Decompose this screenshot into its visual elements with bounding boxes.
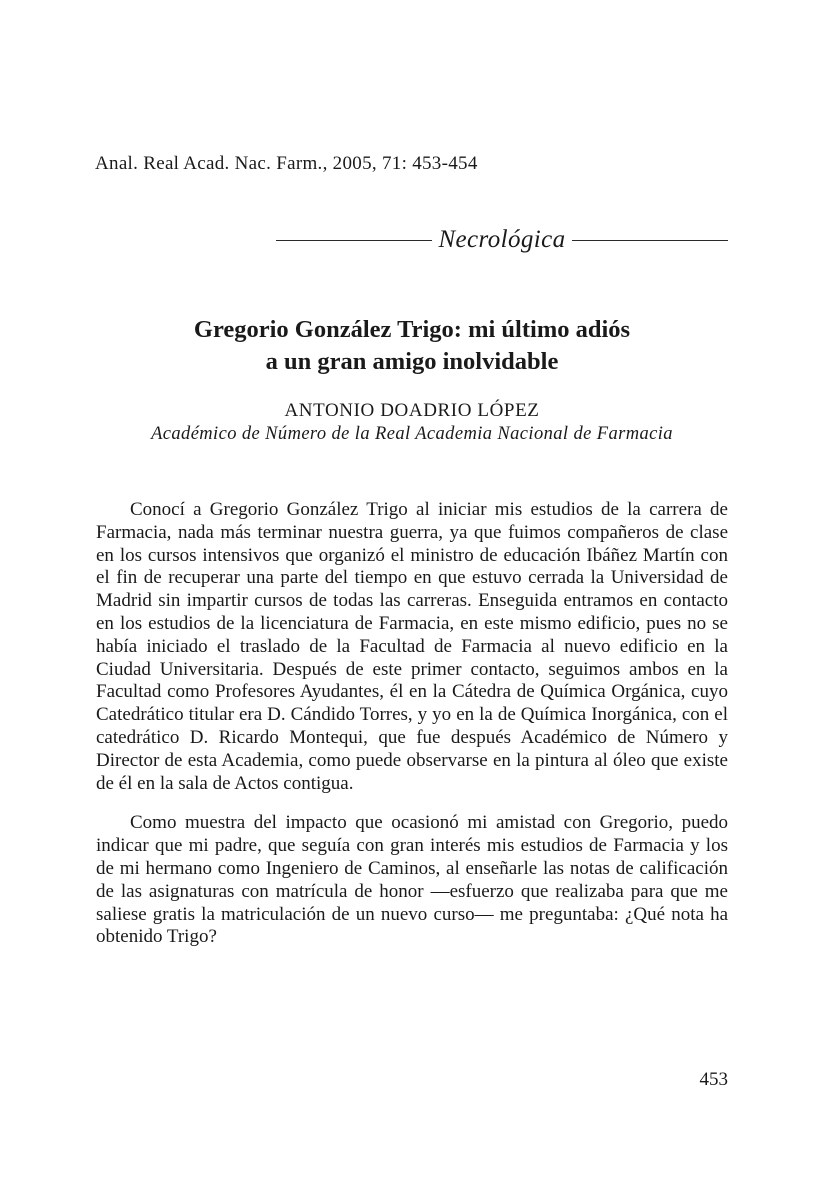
left-rule-line — [276, 240, 432, 241]
section-heading — [276, 222, 728, 258]
article-body — [96, 499, 728, 966]
author-name: ANTONIO DOADRIO LÓPEZ — [284, 400, 540, 421]
section-label: Necrológica — [438, 226, 566, 253]
title-line-2: a un gran amigo inolvidable — [265, 348, 559, 375]
body-paragraph-2: Como muestra del impacto que ocasionó mi amistad con Gregorio, puedo indicar que mi padre, que seguía con gran interés mis estudios de Farmacia y los de mi hermano como Ingeniero de Caminos, al enseñarle las notas de calificación de las asignaturas con matrícula de honor —esfuerzo que realizaba para que me saliese gratis la matriculación de un nuevo curso— me preguntaba: ¿Qué nota ha obtenido Trigo? — [96, 812, 728, 948]
author-affiliation: Académico de Número de la Real Academia Nacional de Farmacia — [151, 424, 673, 444]
right-rule-line — [572, 240, 728, 241]
article-title — [90, 314, 734, 378]
title-line-1: Gregorio González Trigo: mi último adiós — [193, 316, 631, 343]
journal-reference: Anal. Real Acad. Nac. Farm., 2005, 71: 453-454 — [95, 153, 478, 174]
page-number: 453 — [699, 1069, 728, 1090]
body-paragraph-1: Conocí a Gregorio González Trigo al iniciar mis estudios de la carrera de Farmacia, nada más terminar nuestra guerra, ya que fuimos compañeros de clase en los cursos intensivos que organizó el ministro de educación Ibáñez Martín con el fin de recuperar una parte del tiempo en que estuvo cerrada la Universidad de Madrid sin impartir cursos de todas las carreras. Enseguida entramos en contacto en los estudios de la licenciatura de Farmacia, en este mismo edificio, pues no se había iniciado el traslado de la Facultad de Farmacia al nuevo edificio en la Ciudad Universitaria. Después de este primer contacto, seguimos ambos en la Facultad como Profesores Ayudantes, él en la Cátedra de Química Orgánica, cuyo Catedrático titular era D. Cándido Torres, y yo en la de Química Inorgánica, con el catedrático D. Ricardo Montequi, que fue después Académico de Número y Director de esta Academia, como puede observarse en la pintura al óleo que existe de él en la sala de Actos contigua. — [96, 499, 728, 794]
